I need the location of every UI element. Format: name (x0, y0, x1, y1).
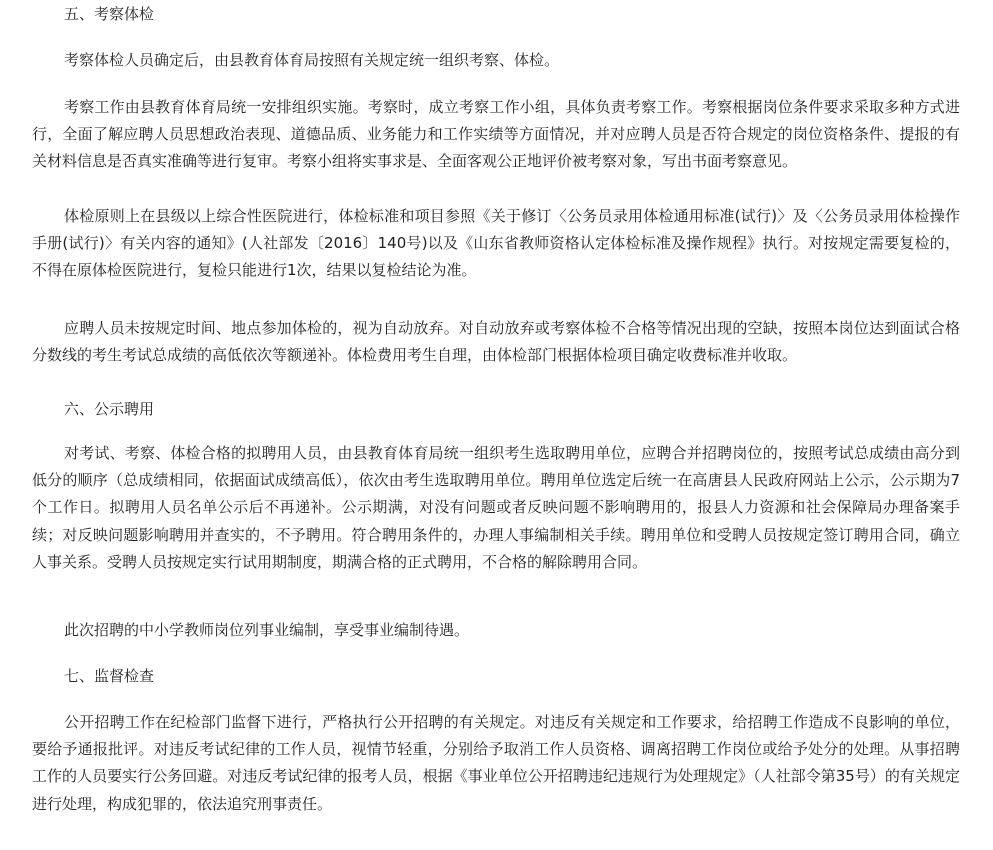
section-heading-6: 六、公示聘用 (64, 400, 155, 418)
paragraph: 考察体检人员确定后，由县教育体育局按照有关规定统一组织考察、体检。 (64, 51, 560, 69)
paragraph: 考察工作由县教育体育局统一安排组织实施。考察时，成立考察工作小组，具体负责考察工作。考察根据岗位条件要求采取多种方式进行，全面了解应聘人员思想政治表现、道德品质、业务能力和工作实绩等方面情况，并对应聘人员是否符合规定的岗位资格条件、提报的有关材料信息是否真实准确等进行复审。考察小组将实事求是、全面客观公正地评价被考察对象，写出书面考察意见。 (32, 98, 960, 171)
section-heading-7: 七、监督检查 (64, 667, 155, 685)
paragraph: 公开招聘工作在纪检部门监督下进行，严格执行公开招聘的有关规定。对违反有关规定和工作要求，给招聘工作造成不良影响的单位，要给予通报批评。对违反考试纪律的工作人员，视情节轻重，分别给予取消工作人员资格、调离招聘工作岗位或给予处分的处理。从事招聘工作的人员要实行公务回避。对违反考试纪律的报考人员，根据《事业单位公开招聘违纪违规行为处理规定》（人社部令第35号）的有关规定进行处理，构成犯罪的，依法追究刑事责任。 (32, 713, 960, 813)
paragraph: 体检原则上在县级以上综合性医院进行，体检标准和项目参照《关于修订〈公务员录用体检通用标准(试行)〉及〈公务员录用体检操作手册(试行)〉有关内容的通知》(人社部发〔2016〕140号)以及《山东省教师资格认定体检标准及操作规程》执行。对按规定需要复检的，不得在原体检医院进行，复检只能进行1次，结果以复检结论为准。 (32, 207, 960, 280)
section-heading-5: 五、考察体检 (64, 5, 155, 23)
paragraph: 应聘人员未按规定时间、地点参加体检的，视为自动放弃。对自动放弃或考察体检不合格等情况出现的空缺，按照本岗位达到面试合格分数线的考生考试总成绩的高低依次等额递补。体检费用考生自理，由体检部门根据体检项目确定收费标准并收取。 (32, 319, 960, 365)
paragraph: 对考试、考察、体检合格的拟聘用人员，由县教育体育局统一组织考生选取聘用单位，应聘合并招聘岗位的，按照考试总成绩由高分到低分的顺序（总成绩相同，依据面试成绩高低），依次由考生选取聘用单位。聘用单位选定后统一在高唐县人民政府网站上公示，公示期为7个工作日。拟聘用人员名单公示后不再递补。公示期满，对没有问题或者反映问题不影响聘用的，报县人力资源和社会保障局办理备案手续；对反映问题影响聘用并查实的，不予聘用。符合聘用条件的，办理人事编制相关手续。聘用单位和受聘人员按规定签订聘用合同，确立人事关系。受聘人员按规定实行试用期制度，期满合格的正式聘用，不合格的解除聘用合同。 (32, 444, 960, 571)
paragraph: 此次招聘的中小学教师岗位列事业编制，享受事业编制待遇。 (64, 621, 470, 639)
